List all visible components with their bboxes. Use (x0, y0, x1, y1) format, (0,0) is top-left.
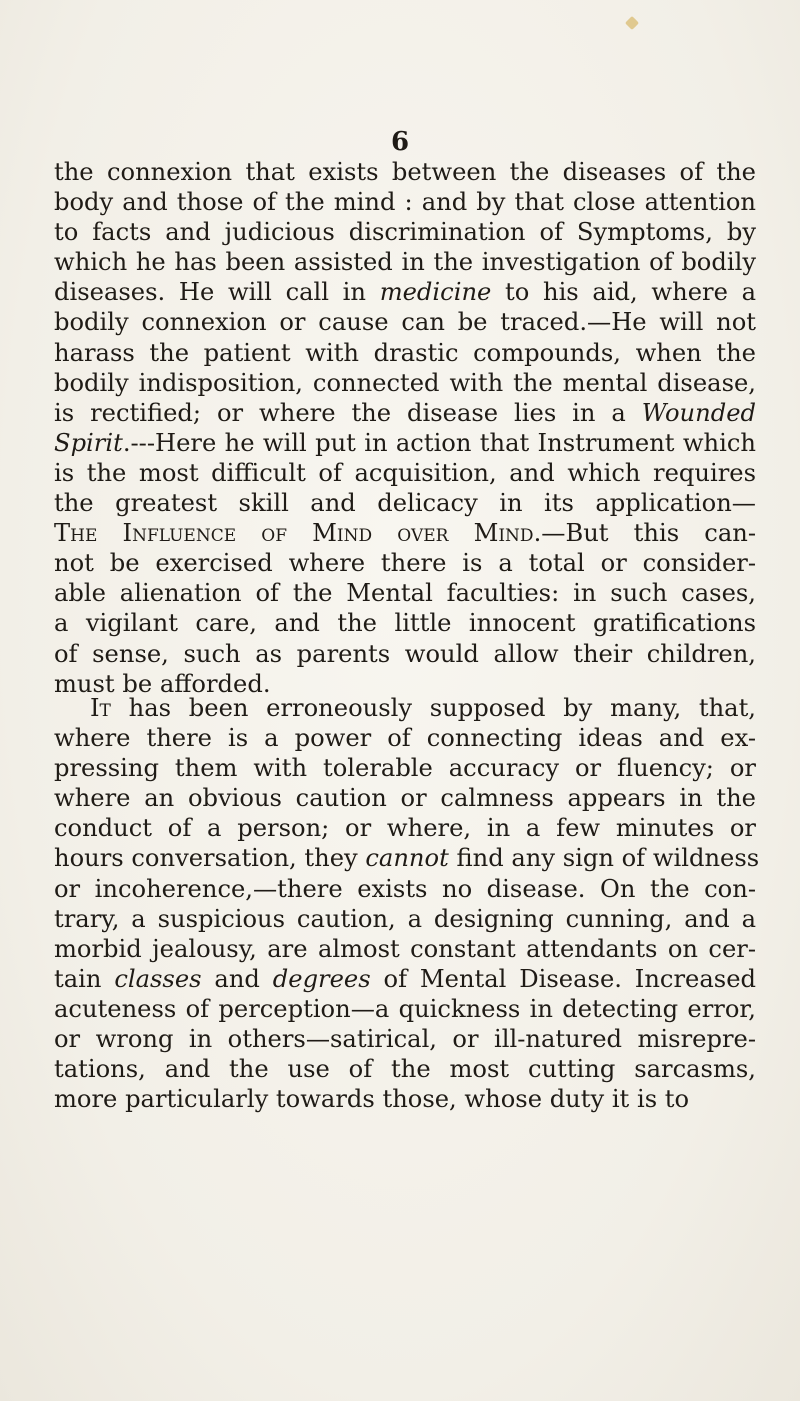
text-line (54, 693, 756, 723)
text-line (54, 157, 756, 187)
text-run: Wounded (641, 398, 756, 427)
text-run: bodily indisposition, connected with the mental disease, (54, 368, 756, 397)
text-run: conduct of a person; or where, in a few minutes or (54, 814, 756, 843)
text-run: or wrong in others—satirical, or ill-natured misrepre- (54, 1025, 756, 1054)
text-run: find any sign of wildness (448, 844, 760, 873)
text-line (54, 518, 756, 548)
text-run: The Influence of Mind over Mind (54, 519, 534, 548)
text-run: where there is a power of connecting ideas and ex- (54, 724, 756, 753)
text-line (54, 488, 756, 518)
text-run: or incoherence,—there exists no disease. On the con- (54, 874, 756, 903)
text-line (54, 994, 756, 1024)
text-line (54, 1084, 756, 1114)
text-line (54, 458, 756, 488)
text-run: diseases. He will call in (54, 278, 380, 307)
page-number: 6 (390, 127, 410, 157)
text-line (54, 964, 756, 994)
text-run: It (90, 694, 111, 722)
text-line (54, 277, 756, 307)
text-run: classes (114, 964, 202, 993)
text-run: tain (54, 964, 115, 993)
text-line (54, 428, 756, 458)
text-run: to facts and judicious discrimination of Symptoms, by (54, 218, 756, 247)
text-run: cannot (365, 844, 449, 873)
text-line (54, 307, 756, 337)
text-run: where an obvious caution or calmness appears in the (54, 784, 756, 813)
text-line (54, 548, 756, 578)
text-run: bodily connexion or cause can be traced.—He will not (54, 308, 756, 337)
text-run: has been erroneously supposed by many, that, (110, 694, 756, 722)
paragraph-1 (54, 157, 756, 699)
text-line (54, 934, 756, 964)
text-run: more particularly towards those, whose duty it is to (54, 1085, 690, 1114)
text-run: trary, a suspicious caution, a designing cunning, and a (54, 904, 756, 933)
text-run: which he has been assisted in the investigation of bodily (54, 248, 756, 277)
text-run: able alienation of the Mental faculties: in such cases, (54, 579, 756, 608)
text-run: body and those of the mind : and by that close attention (54, 188, 756, 217)
text-run: acuteness of perception—a quickness in detecting error, (54, 994, 756, 1023)
text-run: Spirit (54, 428, 123, 457)
paragraph-2 (54, 693, 760, 1114)
text-run: medicine (379, 278, 492, 307)
text-run: hours conversation, they (54, 844, 366, 873)
text-line (54, 1054, 756, 1084)
text-run: harass the patient with drastic compounds, when the (54, 338, 756, 367)
text-run: degrees (272, 964, 371, 993)
text-run: morbid jealousy, are almost constant attendants on cer- (54, 934, 756, 963)
text-line (54, 843, 760, 873)
text-run: not be exercised where there is a total or consider- (54, 549, 756, 578)
text-line (54, 608, 756, 638)
text-line (54, 753, 756, 783)
text-line (54, 874, 756, 904)
text-run: .—But this can- (533, 519, 756, 548)
text-run: to his aid, where a (491, 278, 756, 307)
text-run: of sense, such as parents would allow their children, (54, 639, 756, 668)
text-line (54, 783, 756, 813)
text-run: a vigilant care, and the little innocent gratifications (54, 609, 756, 638)
text-line (54, 578, 756, 608)
text-run: must be afforded. (54, 669, 271, 698)
text-line (54, 338, 756, 368)
text-line (54, 247, 756, 277)
text-line (54, 217, 756, 247)
text-line (54, 639, 756, 669)
text-line (54, 398, 756, 428)
text-run: and (201, 964, 273, 993)
paper-stain (625, 16, 639, 30)
text-run: pressing them with tolerable accuracy or fluency; or (54, 754, 756, 783)
text-run: of Mental Disease. Increased (370, 964, 756, 993)
text-run: is the most difficult of acquisition, and which requires (54, 458, 756, 487)
text-line (54, 187, 756, 217)
text-line (54, 1024, 756, 1054)
text-run: .---Here he will put in action that Instrument which (122, 428, 756, 457)
text-line (54, 904, 756, 934)
text-run: is rectified; or where the disease lies in a (54, 398, 642, 427)
text-run: the connexion that exists between the diseases of the (54, 158, 756, 186)
text-run: the greatest skill and delicacy in its application— (54, 489, 756, 518)
text-run: tations, and the use of the most cutting sarcasms, (54, 1055, 756, 1084)
text-line (54, 723, 756, 753)
text-line (54, 368, 756, 398)
text-line (54, 813, 756, 843)
